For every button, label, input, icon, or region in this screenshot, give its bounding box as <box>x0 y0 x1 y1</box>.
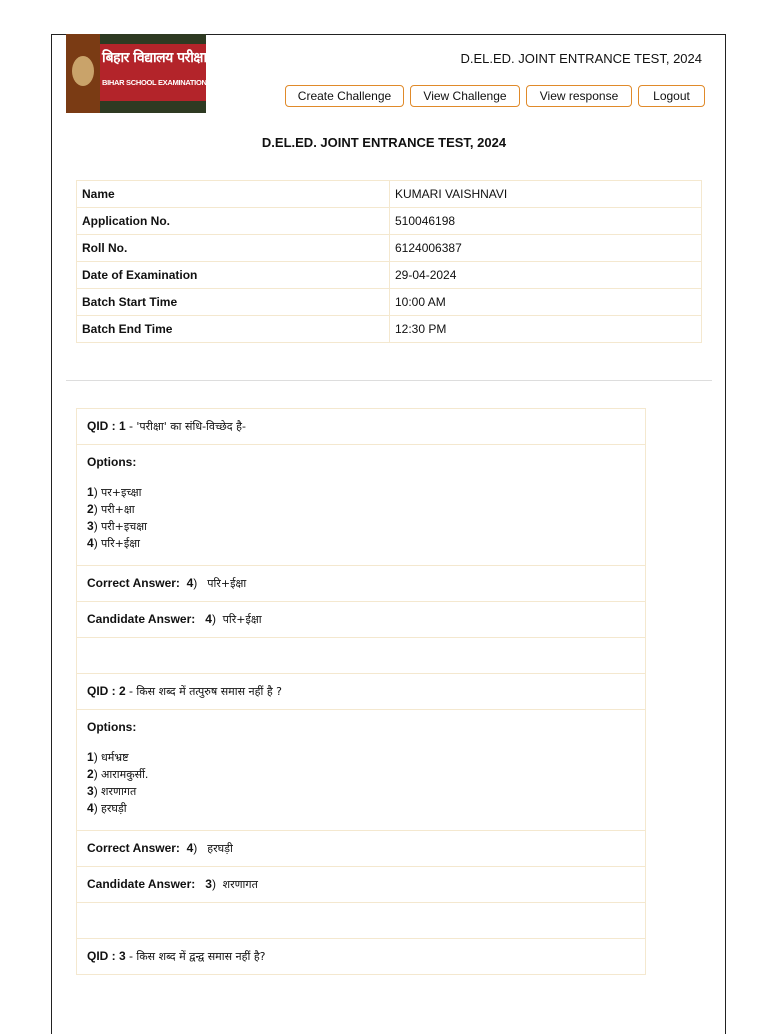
logo-portrait <box>66 34 100 113</box>
info-value: 510046198 <box>390 208 702 235</box>
section-divider <box>66 380 712 381</box>
correct-answer-text: हरघड़ी <box>207 842 233 855</box>
option-item: 3) परी+इचक्षा <box>87 519 147 533</box>
option-item: 4) हरघड़ी <box>87 801 127 815</box>
question-id: QID : 2 <box>87 684 126 698</box>
table-row <box>77 181 702 208</box>
option-item: 4) परि+ईक्षा <box>87 536 140 550</box>
option-item: 2) आरामकुर्सी. <box>87 767 149 781</box>
table-row <box>77 262 702 289</box>
create-challenge-button[interactable]: Create Challenge <box>285 85 404 107</box>
option-item: 2) परी+क्षा <box>87 502 135 516</box>
header-title: D.EL.ED. JOINT ENTRANCE TEST, 2024 <box>460 51 702 66</box>
view-challenge-button[interactable]: View Challenge <box>410 85 520 107</box>
options-block <box>77 445 645 566</box>
info-label: Application No. <box>77 208 390 235</box>
view-response-button[interactable]: View response <box>526 85 632 107</box>
candidate-answer-text: शरणागत <box>222 878 258 891</box>
question-text: किस शब्द में द्वन्द्व समास नहीं है? <box>136 950 266 963</box>
table-row <box>77 208 702 235</box>
info-label: Roll No. <box>77 235 390 262</box>
spacer-row <box>77 638 645 674</box>
info-value: KUMARI VAISHNAVI <box>390 181 702 208</box>
info-label: Batch End Time <box>77 316 390 343</box>
options-label: Options: <box>87 720 137 734</box>
option-item: 1) धर्मभ्रष्ट <box>87 750 129 764</box>
logo-hindi-text: बिहार विद्यालय परीक्षा समिति <box>102 50 243 66</box>
logo-english-text: BIHAR SCHOOL EXAMINATION BOARD <box>102 78 235 87</box>
correct-answer-row: Correct Answer: 4) परि+ईक्षा <box>77 566 645 602</box>
info-value: 6124006387 <box>390 235 702 262</box>
question-id: QID : 3 <box>87 949 126 963</box>
option-item: 3) शरणागत <box>87 784 137 798</box>
response-sheet <box>76 408 646 975</box>
candidate-answer-text: परि+ईक्षा <box>222 613 262 626</box>
info-value: 29-04-2024 <box>390 262 702 289</box>
option-item: 1) पर+इच्क्षा <box>87 485 142 499</box>
question-text: किस शब्द में तत्पुरुष समास नहीं है ? <box>136 685 282 698</box>
question-id: QID : 1 <box>87 419 126 433</box>
info-label: Date of Examination <box>77 262 390 289</box>
table-row <box>77 235 702 262</box>
logout-button[interactable]: Logout <box>638 85 705 107</box>
correct-answer-row: Correct Answer: 4) हरघड़ी <box>77 831 645 867</box>
options-block <box>77 710 645 831</box>
info-value: 10:00 AM <box>390 289 702 316</box>
question-text: 'परीक्षा' का संधि-विच्छेद है- <box>136 420 246 433</box>
candidate-answer-row: Candidate Answer: 4) परि+ईक्षा <box>77 602 645 638</box>
info-label: Name <box>77 181 390 208</box>
page-title: D.EL.ED. JOINT ENTRANCE TEST, 2024 <box>261 135 507 150</box>
table-row <box>77 289 702 316</box>
correct-answer-text: परि+ईक्षा <box>207 577 247 590</box>
question-row: QID : 1 - 'परीक्षा' का संधि-विच्छेद है- <box>77 409 645 445</box>
spacer-row <box>77 903 645 939</box>
info-label: Batch Start Time <box>77 289 390 316</box>
bseb-logo <box>66 34 243 113</box>
table-row <box>77 316 702 343</box>
info-value: 12:30 PM <box>390 316 702 343</box>
candidate-answer-row: Candidate Answer: 3) शरणागत <box>77 867 645 903</box>
options-label: Options: <box>87 455 137 469</box>
candidate-info-table <box>76 180 702 343</box>
question-row: QID : 2 - किस शब्द में तत्पुरुष समास नहीं है ? <box>77 674 645 710</box>
question-row: QID : 3 - किस शब्द में द्वन्द्व समास नहीं है? <box>77 939 645 975</box>
